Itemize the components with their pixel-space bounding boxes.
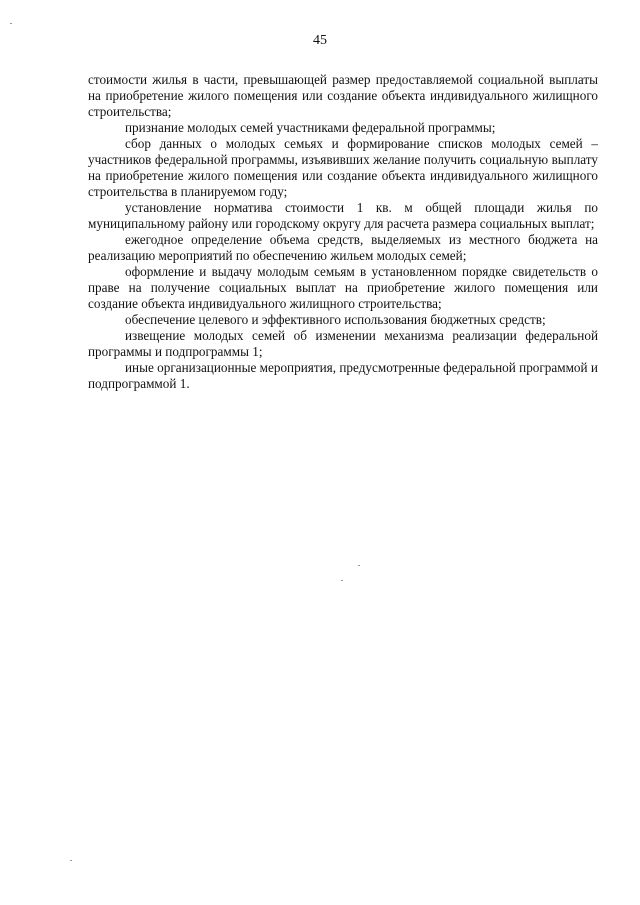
paragraph-other-measures: иные организационные мероприятия, предусмотренные федеральной программой и подпрограммой 1.	[88, 360, 598, 391]
paragraph-recognition-participants: признание молодых семей участниками федеральной программы;	[125, 120, 496, 135]
paragraph-budget-efficiency: обеспечение целевого и эффективного использования бюджетных средств;	[125, 312, 546, 327]
paragraph-cost-norm: установление норматива стоимости 1 кв. м общей площади жилья по муниципальному району или городскому округу для расчета размера социальных выплат;	[88, 200, 598, 231]
scan-speck	[358, 565, 360, 566]
paragraph-certificates: оформление и выдачу молодым семьям в установленном порядке свидетельств о праве на получение социальных выплат на приобретение жилого помещения или создание объекта индивидуального жилищного строительства;	[88, 264, 598, 311]
document-body	[88, 72, 598, 392]
page-number: 45	[313, 33, 327, 48]
paragraph-data-collection-lists: сбор данных о молодых семьях и формирование списков молодых семей – участников федеральной программы, изъявивших желание получить социальную выплату на приобретение жилого помещения или создание объекта индивидуального жилищного строительства в планируемом году;	[88, 136, 598, 199]
scan-speck	[341, 580, 343, 581]
scan-speck	[10, 23, 12, 24]
paragraph-notification: извещение молодых семей об изменении механизма реализации федеральной программы и подпрограммы 1;	[88, 328, 598, 359]
paragraph-housing-cost-continuation: стоимости жилья в части, превышающей размер предоставляемой социальной выплаты на приобретение жилого помещения или создание объекта индивидуального жилищного строительства;	[88, 72, 598, 119]
scan-speck	[70, 860, 72, 861]
paragraph-annual-budget: ежегодное определение объема средств, выделяемых из местного бюджета на реализацию мероприятий по обеспечению жильем молодых семей;	[88, 232, 598, 263]
